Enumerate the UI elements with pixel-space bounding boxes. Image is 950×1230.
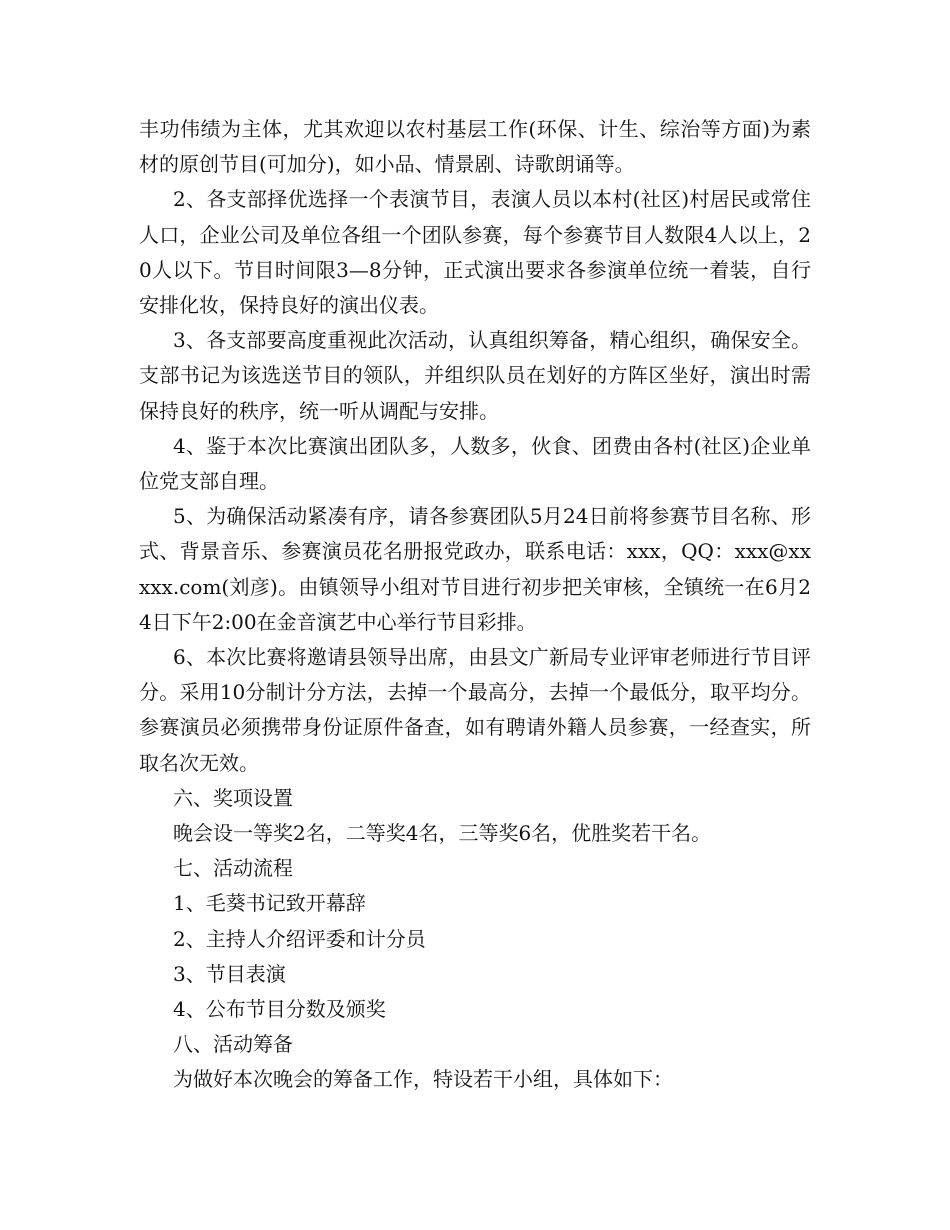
paragraph-item-3: 3、各支部要高度重视此次活动，认真组织筹备，精心组织，确保安全。支部书记为该选送节目的领队，并组织队员在划好的方阵区坐好，演出时需保持良好的秩序，统一听从调配与安排。	[139, 328, 811, 423]
list-item-process-2: 2、主持人介绍评委和计分员	[173, 926, 426, 951]
section-heading-preparation: 八、活动筹备	[173, 1032, 293, 1057]
paragraph-preparation: 为做好本次晚会的筹备工作，特设若干小组，具体如下：	[173, 1067, 673, 1092]
document-body	[139, 112, 811, 1098]
list-item-process-1: 1、毛葵书记致开幕辞	[173, 891, 366, 916]
paragraph-item-6: 6、本次比赛将邀请县领导出席，由县文广新局专业评审老师进行节目评分。采用10分制计分方法，去掉一个最高分，去掉一个最低分，取平均分。参赛演员必须携带身份证原件备查，如有聘请外籍人员参赛，一经查实，所取名次无效。	[139, 645, 811, 775]
section-heading-process: 七、活动流程	[173, 856, 293, 881]
paragraph-awards: 晚会设一等奖2名，二等奖4名，三等奖6名，优胜奖若干名。	[173, 821, 712, 846]
section-heading-awards: 六、奖项设置	[173, 785, 293, 810]
list-item-process-4: 4、公布节目分数及颁奖	[173, 997, 386, 1022]
paragraph-item-2: 2、各支部择优选择一个表演节目，表演人员以本村(社区)村居民或常住人口，企业公司及单位各组一个团队参赛，每个参赛节目人数限4人以上，20人以下。节目时间限3—8分钟，正式演出要求各参演单位统一着装，自行安排化妆，保持良好的演出仪表。	[139, 187, 811, 318]
list-item-process-3: 3、节目表演	[173, 961, 286, 986]
paragraph-item-4: 4、鉴于本次比赛演出团队多，人数多，伙食、团费由各村(社区)企业单位党支部自理。	[139, 433, 811, 494]
paragraph-program-content: 丰功伟绩为主体，尤其欢迎以农村基层工作(环保、计生、综治等方面)为素材的原创节目(可加分)，如小品、情景剧、诗歌朗诵等。	[139, 117, 811, 177]
paragraph-item-5: 5、为确保活动紧凑有序，请各参赛团队5月24日前将参赛节目名称、形式、背景音乐、参赛演员花名册报党政办，联系电话：xxx，QQ：xxx@xxxxx.com(刘彦)。由镇领导小组对节目进行初步把关审核，全镇统一在6月24日下午2:00在金音演艺中心举行节目彩排。	[139, 504, 811, 634]
